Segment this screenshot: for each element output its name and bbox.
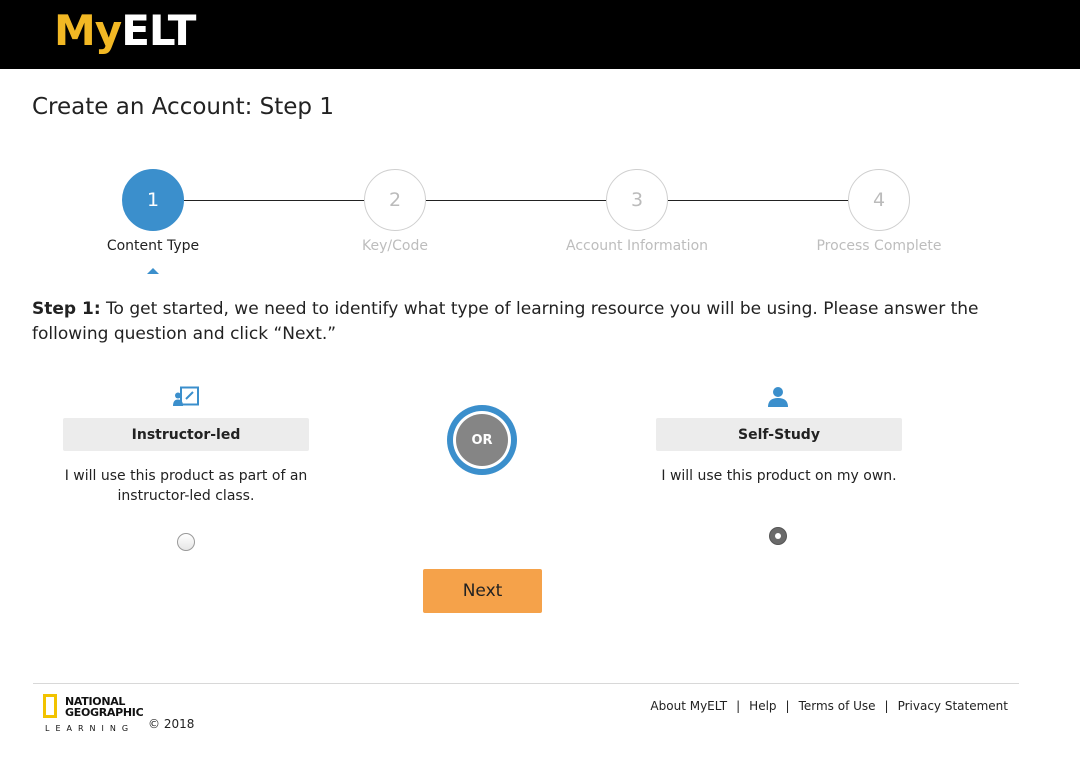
terms-link[interactable]: Terms of Use <box>798 699 876 713</box>
step-4-circle: 4 <box>848 169 910 231</box>
step-2-label: Key/Code <box>362 238 428 254</box>
person-icon <box>767 386 789 412</box>
step-3-label: Account Information <box>565 238 709 254</box>
next-button[interactable]: Next <box>423 569 542 613</box>
step-1-label: Content Type <box>106 238 200 254</box>
myelt-logo[interactable] <box>54 6 195 56</box>
copyright: © 2018 <box>148 717 195 731</box>
step-3-circle: 3 <box>606 169 668 231</box>
privacy-link[interactable]: Privacy Statement <box>897 699 1008 713</box>
step-2-circle: 2 <box>364 169 426 231</box>
footer-links <box>650 699 1008 713</box>
instructions-text: To get started, we need to identify what type of learning resource you will be using. Please answer the following question and click “Next.” <box>32 299 979 344</box>
or-badge <box>447 405 517 475</box>
self-study-description: I will use this product on my own. <box>661 468 897 484</box>
top-bar <box>0 0 1080 69</box>
step-connector <box>668 200 848 201</box>
instructor-led-option[interactable]: Instructor-led <box>63 418 309 451</box>
instructor-led-description: I will use this product as part of an instructor-led class. <box>64 468 308 504</box>
ng-learning-text: LEARNING <box>45 724 135 733</box>
logo-my: My <box>54 6 122 55</box>
link-separator: | <box>785 699 790 713</box>
ng-yellow-border-icon <box>43 694 57 718</box>
step-4-label: Process Complete <box>816 238 942 254</box>
step-1-circle: 1 <box>122 169 184 231</box>
step-connector <box>426 200 606 201</box>
instructor-icon <box>173 386 200 412</box>
self-study-option[interactable]: Self-Study <box>656 418 902 451</box>
current-step-caret <box>147 268 159 274</box>
step-instructions <box>32 297 1032 347</box>
self-study-radio[interactable] <box>769 527 787 545</box>
or-label: OR <box>456 414 508 466</box>
ng-brand-text: NATIONAL GEOGRAPHIC <box>65 695 144 719</box>
logo-elt: ELT <box>121 6 196 55</box>
link-separator: | <box>736 699 741 713</box>
instructions-lead: Step 1: <box>32 299 101 319</box>
step-connector <box>184 200 364 201</box>
footer-divider <box>33 683 1019 684</box>
page-title: Create an Account: Step 1 <box>32 94 334 120</box>
help-link[interactable]: Help <box>749 699 777 713</box>
link-separator: | <box>884 699 889 713</box>
instructor-led-radio[interactable] <box>177 533 195 551</box>
about-link[interactable]: About MyELT <box>650 699 728 713</box>
